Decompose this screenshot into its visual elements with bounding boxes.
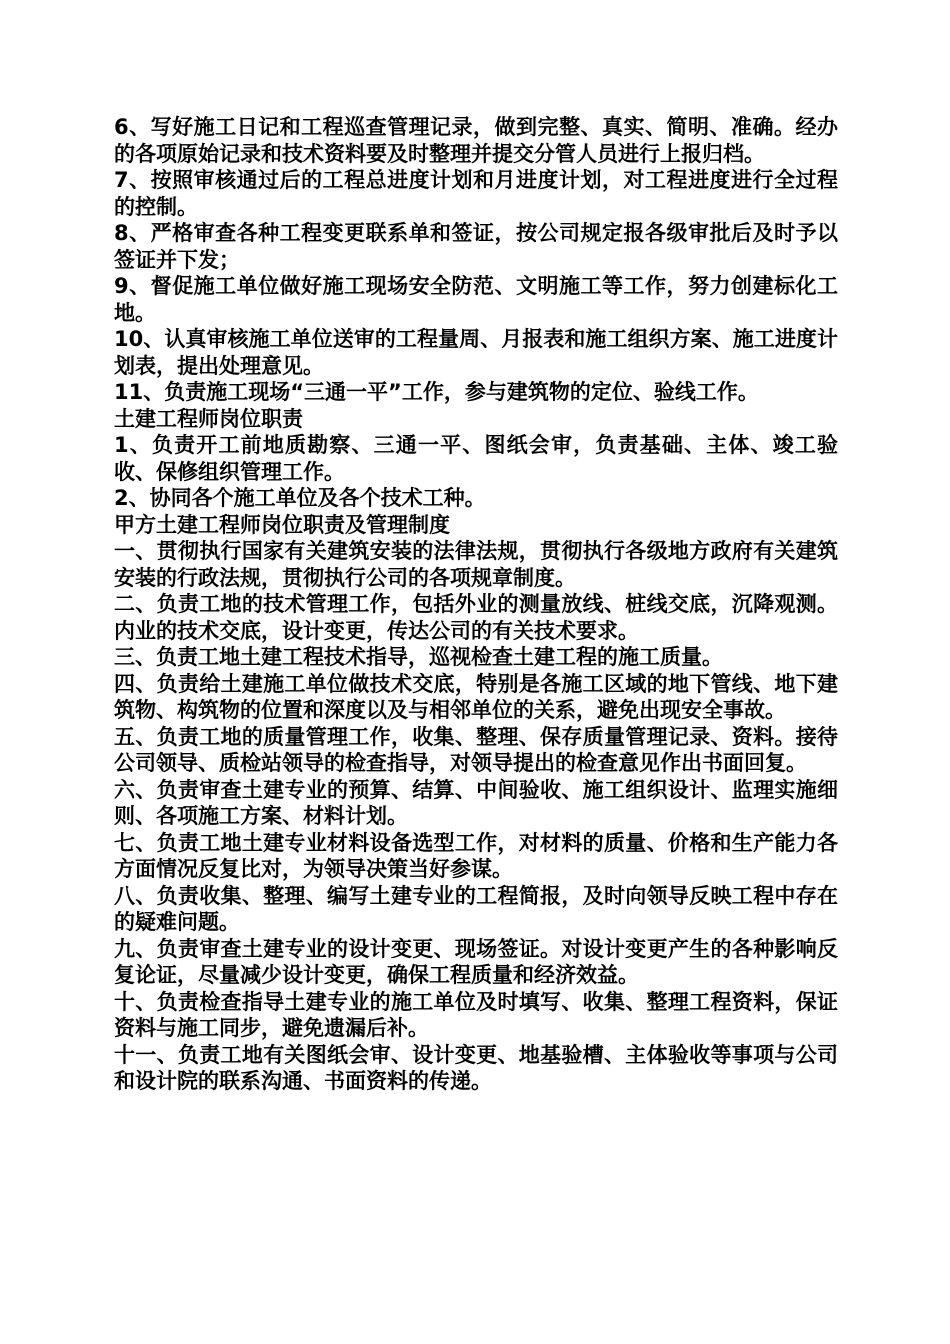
rule-item-5: 五、负责工地的质量管理工作，收集、整理、保存质量管理记录、资料。接待公司领导、质检站领导的检查指导，对领导提出的检查意见作出书面回复。 bbox=[114, 724, 838, 775]
paragraph-item-9: 9、督促施工单位做好施工现场安全防范、文明施工等工作，努力创建标化工地。 bbox=[114, 274, 838, 325]
paragraph-item-10: 10、认真审核施工单位送审的工程量周、月报表和施工组织方案、施工进度计划表，提出处理意见。 bbox=[114, 327, 838, 378]
rule-item-3: 三、负责工地土建工程技术指导，巡视检查土建工程的施工质量。 bbox=[114, 645, 723, 669]
rule-item-8: 八、负责收集、整理、编写土建专业的工程简报，及时向领导反映工程中存在的疑难问题。 bbox=[114, 883, 838, 934]
paragraph-item-11: 11、负责施工现场“三通一平”工作，参与建筑物的定位、验线工作。 bbox=[114, 380, 759, 404]
rule-item-2: 二、负责工地的技术管理工作，包括外业的测量放线、桩线交底，沉降观测。内业的技术交底，设计变更，传达公司的有关技术要求。 bbox=[114, 592, 838, 643]
paragraph-item-8: 8、严格审查各种工程变更联系单和签证，按公司规定报各级审批后及时予以签证并下发； bbox=[114, 221, 838, 272]
rule-item-4: 四、负责给土建施工单位做技术交底，特别是各施工区域的地下管线、地下建筑物、构筑物的位置和深度以及与相邻单位的关系，避免出现安全事故。 bbox=[114, 671, 838, 722]
duty-item-1: 1、负责开工前地质勘察、三通一平、图纸会审，负责基础、主体、竣工验收、保修组织管理工作。 bbox=[114, 433, 838, 484]
rule-item-7: 七、负责工地土建专业材料设备选型工作，对材料的质量、价格和生产能力各方面情况反复比对，为领导决策当好参谋。 bbox=[114, 830, 838, 881]
section-heading-owner-civil-engineer-rules: 甲方土建工程师岗位职责及管理制度 bbox=[114, 512, 450, 537]
document-body bbox=[114, 114, 838, 1095]
rule-item-10: 十、负责检查指导土建专业的施工单位及时填写、收集、整理工程资料，保证资料与施工同步，避免遗漏后补。 bbox=[114, 989, 838, 1040]
rule-item-9: 九、负责审查土建专业的设计变更、现场签证。对设计变更产生的各种影响反复论证，尽量减少设计变更，确保工程质量和经济效益。 bbox=[114, 936, 838, 987]
rule-item-1: 一、贯彻执行国家有关建筑安装的法律法规，贯彻执行各级地方政府有关建筑安装的行政法规，贯彻执行公司的各项规章制度。 bbox=[114, 539, 838, 590]
paragraph-item-6: 6、写好施工日记和工程巡查管理记录，做到完整、真实、简明、准确。经办的各项原始记录和技术资料要及时整理并提交分管人员进行上报归档。 bbox=[114, 115, 838, 166]
section-heading-civil-engineer-duties: 土建工程师岗位职责 bbox=[114, 406, 303, 431]
rule-item-6: 六、负责审查土建专业的预算、结算、中间验收、施工组织设计、监理实施细则、各项施工方案、材料计划。 bbox=[114, 777, 838, 828]
rule-item-11: 十一、负责工地有关图纸会审、设计变更、地基验槽、主体验收等事项与公司和设计院的联系沟通、书面资料的传递。 bbox=[114, 1042, 838, 1093]
duty-item-2: 2、协同各个施工单位及各个技术工种。 bbox=[114, 486, 486, 510]
paragraph-item-7: 7、按照审核通过后的工程总进度计划和月进度计划，对工程进度进行全过程的控制。 bbox=[114, 168, 838, 219]
